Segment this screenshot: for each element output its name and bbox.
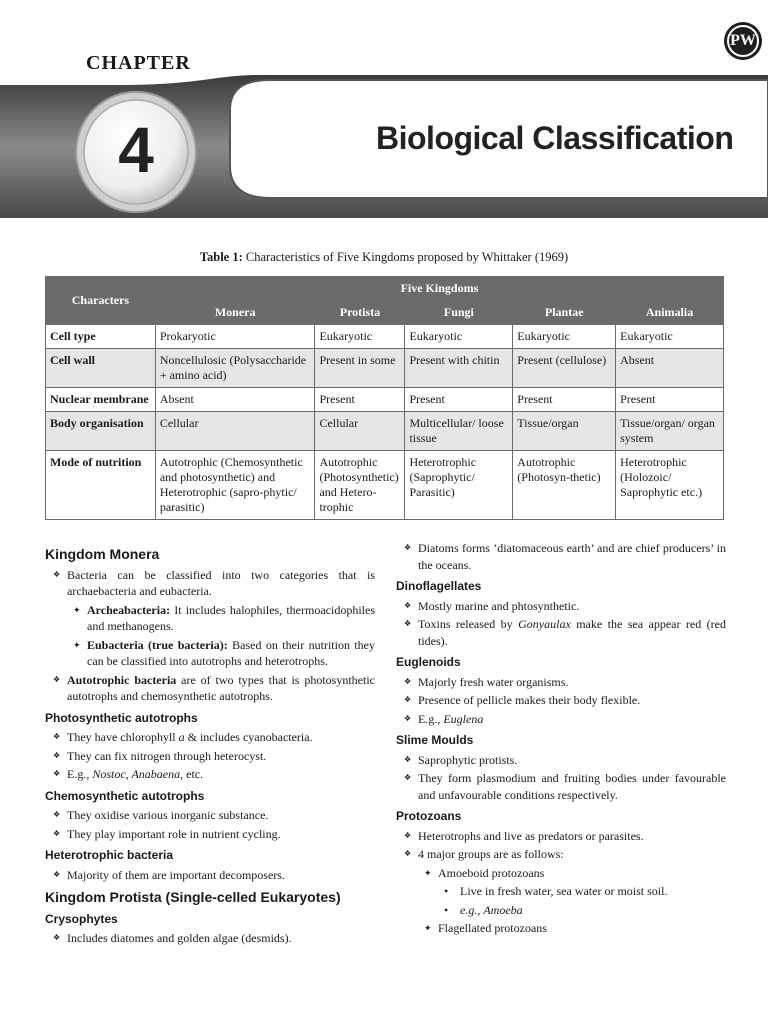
subheading-protozoans: Protozoans [396, 809, 462, 823]
table-cell: Autotrophic (Photosyn-thetic) [513, 451, 616, 520]
row-label: Mode of nutrition [46, 451, 156, 520]
table-cell: Noncellulosic (Polysaccharide + amino acid) [155, 349, 315, 388]
subheading-euglenoids: Euglenoids [396, 655, 461, 669]
table-cell: Present (cellulose) [513, 349, 616, 388]
row-label: Cell type [46, 325, 156, 349]
term-text: are of two types that is photosynthetic autotrophs and chemosynthetic autotrophs. [67, 672, 375, 703]
header-fungi: Fungi [405, 301, 513, 325]
subheading-photosynthetic: Photosynthetic autotrophs [45, 710, 198, 725]
table-cell: Present with chitin [405, 349, 513, 388]
subheading-heterotrophic: Heterotrophic bacteria [45, 848, 174, 862]
list-item [396, 902, 726, 919]
subheading-crysophytes: Crysophytes [45, 911, 118, 926]
table-cell: Present in some [315, 349, 405, 388]
list-item: ❖ They play important role in nutrient cycling. [45, 826, 375, 843]
chapter-title: Biological Classification [376, 120, 734, 156]
text-span: & includes cyanobacteria. [187, 730, 313, 744]
italic-term: Gonyaulax [518, 617, 571, 631]
table-cell: Tissue/organ [513, 412, 616, 451]
table-cell: Heterotrophic (Holozoic/ Saprophytic etc.) [616, 451, 724, 520]
list-item: ❖ They form plasmodium and fruiting bodies under favourable and unfavourable conditions respectively. [396, 770, 726, 803]
list-item: ❖ Heterotrophs and live as predators or parasites. [396, 828, 726, 845]
chapter-label: CHAPTER [86, 52, 191, 74]
list-item: ❖ They can fix nitrogen through heterocyst. [45, 748, 375, 765]
list-item: ❖ Includes diatomes and golden algae (desmids). [45, 930, 375, 947]
header-characters: Characters [46, 277, 156, 325]
text-span: etc. [186, 767, 204, 781]
list-item: ❖ Majority of them are important decomposers. [45, 867, 375, 884]
term-label: Eubacteria (true bacteria): [87, 637, 228, 652]
list-item [45, 729, 375, 746]
table-cell: Eukaryotic [513, 325, 616, 349]
list-item [45, 602, 375, 635]
table-cell: Autotrophic (Photosynthetic) and Hetero-trophic [315, 451, 405, 520]
chapter-number: 4 [118, 114, 154, 186]
italic-term: Amoeba [483, 902, 523, 917]
text-span: E.g., [418, 711, 441, 726]
list-item [45, 766, 375, 783]
logo-text: PW [727, 25, 759, 57]
list-item: ❖ Mostly marine and phtosynthetic. [396, 598, 726, 615]
table-row [46, 388, 724, 412]
left-column [45, 540, 375, 949]
subheading-slime-moulds: Slime Moulds [396, 733, 474, 747]
section-heading-protista: Kingdom Protista (Single-celled Eukaryotes) [45, 889, 341, 905]
list-item: ❖ Majorly fresh water organisms. [396, 674, 726, 691]
table-cell: Absent [155, 388, 315, 412]
row-label: Cell wall [46, 349, 156, 388]
table-cell: Cellular [155, 412, 315, 451]
list-item: ❖ Presence of pellicle makes their body flexible. [396, 692, 726, 709]
table-cell: Present [315, 388, 405, 412]
subheading-chemosynthetic: Chemosynthetic autotrophs [45, 788, 205, 803]
row-label: Nuclear membrane [46, 388, 156, 412]
italic-term: Euglena [443, 711, 484, 726]
header-plantae: Plantae [513, 301, 616, 325]
italic-term: a [178, 730, 185, 744]
term-text: It includes halophiles, thermoacidophiles and methanogens. [87, 602, 375, 633]
text-span: E.g., [67, 767, 90, 781]
term-label: Autotrophic bacteria [67, 672, 177, 687]
header-animalia: Animalia [616, 301, 724, 325]
table-cell: Present [513, 388, 616, 412]
table-cell: Multicellular/ loose tissue [405, 412, 513, 451]
table-cell: Autotrophic (Chemosynthetic and photosynthetic) and Heterotrophic (sapro-phytic/ parasitic) [155, 451, 315, 520]
table-caption-label: Table 1: [199, 250, 243, 264]
header-monera: Monera [155, 301, 315, 325]
list-item: ❖ Saprophytic protists. [396, 752, 726, 769]
list-item: ❖ 4 major groups are as follows: [396, 846, 726, 863]
table-caption [0, 250, 768, 265]
italic-term: e.g., [460, 902, 481, 917]
header-five-kingdoms: Five Kingdoms [155, 277, 723, 301]
list-item [396, 711, 726, 728]
text-span: They have chlorophyll [67, 730, 176, 744]
row-label: Body organisation [46, 412, 156, 451]
italic-term: Nostoc, Anabaena, [92, 767, 184, 781]
list-item: ❖ Diatoms forms ’diatomaceous earth’ and are chief producers’ in the oceans. [396, 540, 726, 573]
list-item: ✦ Flagellated protozoans [396, 920, 726, 937]
table-row [46, 325, 724, 349]
table-cell: Cellular [315, 412, 405, 451]
list-item: ❖ They oxidise various inorganic substance. [45, 807, 375, 824]
list-item [396, 616, 726, 649]
table-cell: Present [616, 388, 724, 412]
table-cell: Eukaryotic [315, 325, 405, 349]
list-item: ✦ Amoeboid protozoans [396, 865, 726, 882]
table-cell: Heterotrophic (Saprophytic/ Parasitic) [405, 451, 513, 520]
table-cell: Tissue/organ/ organ system [616, 412, 724, 451]
five-kingdoms-table [45, 276, 724, 520]
term-text: Based on their nutrition they can be classified into autotrophs and heterotrophs. [87, 637, 375, 668]
header-protista: Protista [315, 301, 405, 325]
table-cell: Absent [616, 349, 724, 388]
table-cell: Eukaryotic [616, 325, 724, 349]
list-item: ❖ Bacteria can be classified into two categories that is archaebacteria and eubacteria. [45, 567, 375, 600]
table-cell: Present [405, 388, 513, 412]
list-item [45, 672, 375, 705]
table-cell: Prokaryotic [155, 325, 315, 349]
right-column [396, 540, 726, 939]
table-caption-text: Characteristics of Five Kingdoms proposed by Whittaker (1969) [245, 250, 569, 264]
term-label: Archeabacteria: [87, 602, 171, 617]
text-span: Toxins released by [418, 617, 513, 631]
text-span: make the sea appear red (red tides). [418, 617, 726, 648]
table-row [46, 412, 724, 451]
subheading-dinoflagellates: Dinoflagellates [396, 579, 482, 593]
section-heading-monera: Kingdom Monera [45, 546, 160, 562]
list-item: • Live in fresh water, sea water or moist soil. [396, 883, 726, 900]
list-item [45, 637, 375, 670]
table-row [46, 451, 724, 520]
table-row [46, 349, 724, 388]
table-cell: Eukaryotic [405, 325, 513, 349]
publisher-logo [724, 22, 762, 60]
